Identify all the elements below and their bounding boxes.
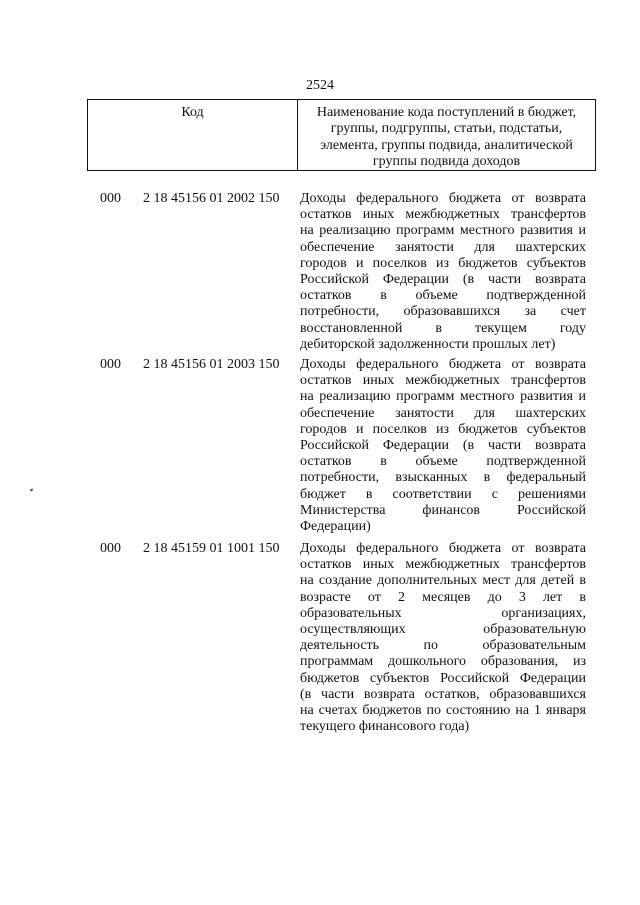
- description-line: потребности, взысканных в федеральный: [300, 470, 586, 486]
- description-line: бюджетов субъектов Российской Федерации: [300, 670, 586, 686]
- description-line: потребности, образовавшихся за счет: [300, 304, 586, 320]
- page-number: 2524: [306, 78, 334, 93]
- description-line: текущего финансового года): [300, 719, 470, 735]
- description-line: программам дошкольного образования, из: [300, 654, 586, 670]
- description-line: городов и поселков из бюджетов субъектов: [300, 255, 586, 271]
- budget-code: 2 18 45156 01 2002 150: [143, 191, 280, 206]
- budget-code: 2 18 45156 01 2003 150: [143, 357, 280, 372]
- admin-code: 000: [100, 191, 121, 206]
- admin-code: 000: [100, 541, 121, 556]
- description-line: бюджет в соответствии с решениями: [300, 486, 586, 502]
- header-code-cell: Код: [88, 100, 298, 170]
- description-line: Федерации): [300, 518, 371, 534]
- code-description: [300, 191, 586, 353]
- description-line: Министерства финансов Российской: [300, 502, 586, 518]
- description-line: остатков в объеме подтвержденной: [300, 454, 586, 470]
- description-line: на создание дополнительных мест для детей в: [300, 573, 586, 589]
- code-description: [300, 357, 586, 535]
- description-line: городов и поселков из бюджетов субъектов: [300, 421, 586, 437]
- description-line: Доходы федерального бюджета от возврата: [300, 357, 586, 372]
- description-line: обеспечение занятости для шахтерских: [300, 239, 586, 255]
- description-line: Доходы федерального бюджета от возврата: [300, 541, 586, 556]
- header-name-line: элемента, группы подвида, аналитической: [320, 137, 573, 153]
- header-name-cell: [298, 100, 595, 170]
- description-line: остатков иных межбюджетных трансфертов: [300, 207, 586, 223]
- header-name-line: группы подвида доходов: [372, 154, 521, 170]
- description-line: деятельность по образовательным: [300, 638, 586, 654]
- header-name-line: Наименование кода поступлений в бюджет,: [316, 105, 577, 120]
- description-line: (в части возврата остатков, образовавшихся: [300, 686, 586, 702]
- header-name-line: группы, подгруппы, статьи, подстатьи,: [330, 121, 563, 137]
- admin-code: 000: [100, 357, 121, 372]
- description-line: остатков иных межбюджетных трансфертов: [300, 557, 586, 573]
- description-line: осуществляющих образовательную: [300, 621, 586, 637]
- description-line: на счетах бюджетов по состоянию на 1 января: [300, 702, 586, 718]
- description-line: образовательных организациях,: [300, 605, 586, 621]
- table-header: [87, 99, 596, 171]
- scan-speck: [30, 488, 34, 491]
- description-line: на реализацию программ местного развития и: [300, 389, 586, 405]
- budget-code: 2 18 45159 01 1001 150: [143, 541, 280, 556]
- description-line: на реализацию программ местного развития и: [300, 223, 586, 239]
- code-description: [300, 541, 586, 735]
- description-line: Российской Федерации (в части возврата: [300, 271, 586, 287]
- description-line: Российской Федерации (в части возврата: [300, 437, 586, 453]
- description-line: возрасте от 2 месяцев до 3 лет в: [300, 589, 586, 605]
- description-line: обеспечение занятости для шахтерских: [300, 405, 586, 421]
- description-line: Доходы федерального бюджета от возврата: [300, 191, 586, 206]
- description-line: остатков иных межбюджетных трансфертов: [300, 373, 586, 389]
- description-line: остатков в объеме подтвержденной: [300, 288, 586, 304]
- description-line: восстановленной в текущем году: [300, 320, 586, 336]
- description-line: дебиторской задолженности прошлых лет): [300, 336, 556, 352]
